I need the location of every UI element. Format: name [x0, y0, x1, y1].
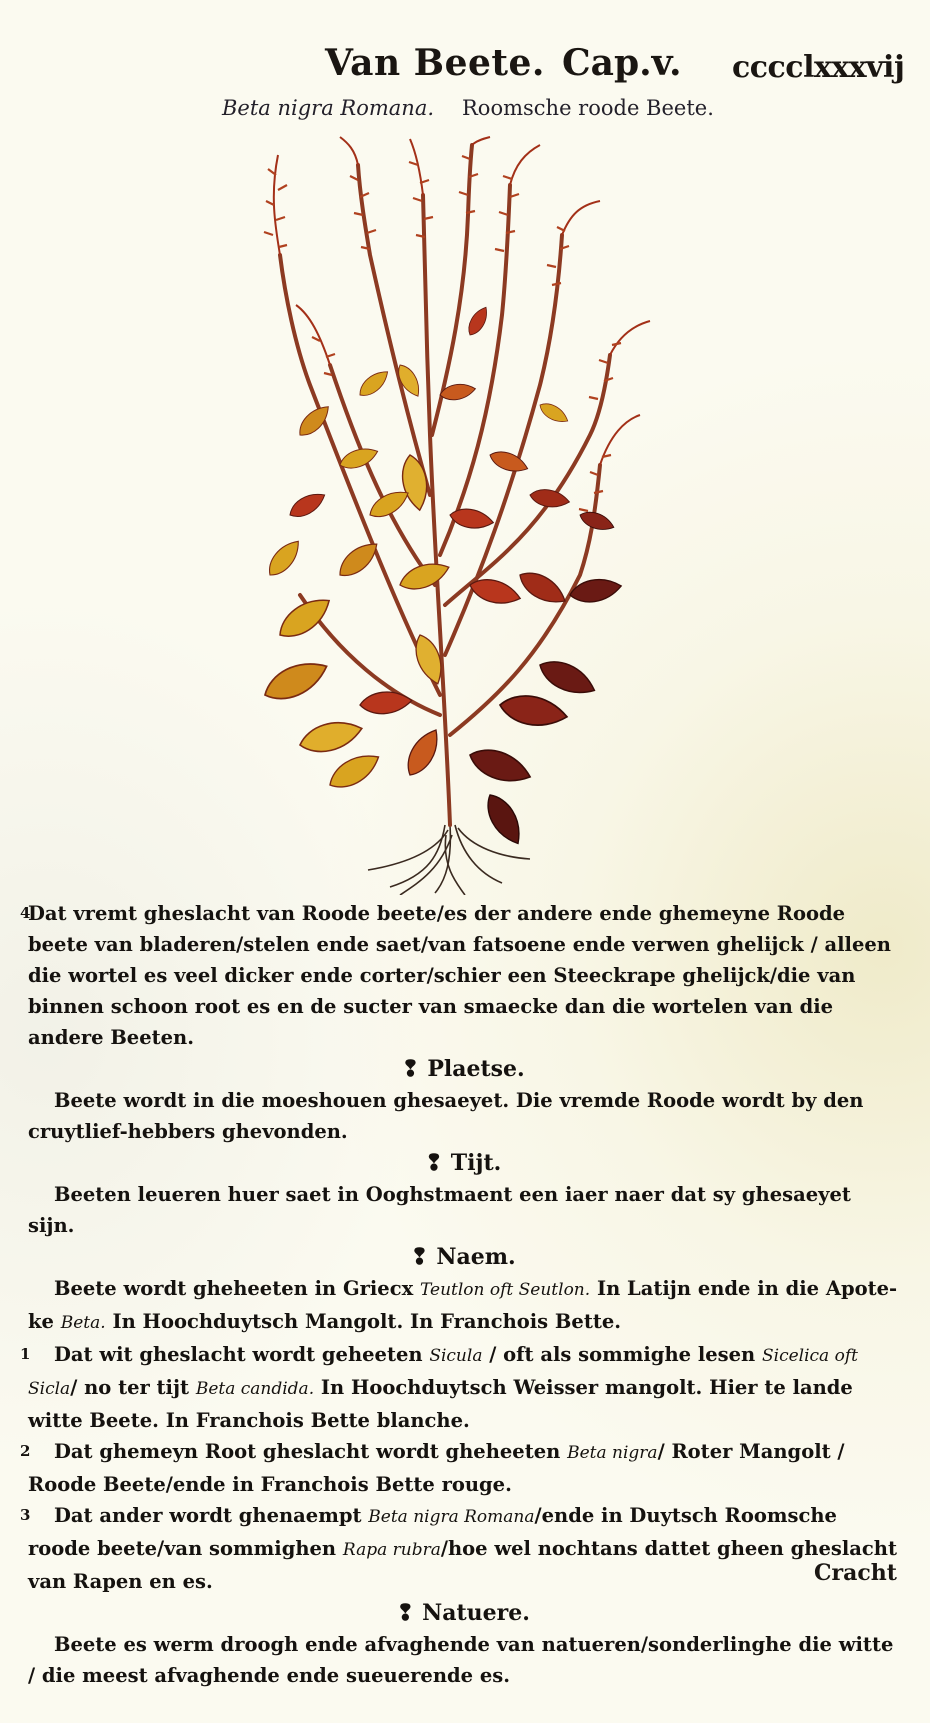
figure-caption [0, 96, 930, 126]
section-heading-natuere: ❢ Natuere. [396, 1600, 530, 1626]
paragraph-naem-2: 2 Dat ghemeyn Root gheslacht wordt gheheeten Beta nigra/ Roter Mangolt / Roode Beete/ende in Franchois Bette rouge. [28, 1436, 898, 1500]
running-header [0, 42, 930, 92]
paragraph-naem: Beete wordt gheheeten in Griecx Teutlon oft Seutlon. In Latijn ende in die Apote-ke Beta. In Hoochduytsch Mangolt. In Franchois Bette. [28, 1277, 898, 1333]
section-heading-tijt: ❢ Tijt. [424, 1150, 502, 1176]
figure-caption-dutch: Roomsche roode Beete. [462, 96, 714, 120]
margin-number: 4 [20, 904, 31, 922]
folio-number: cccclxxxvij [732, 50, 905, 85]
section-heading-naem: ❢ Naem. [410, 1244, 516, 1270]
paragraph-naem-1: 1 Dat wit gheslacht wordt geheeten Sicula / oft als sommighe lesen Sicelica oft Sicla/ no ter tijt Beta candida. In Hoochduytsch Weisser mangolt. Hier te lande witte Beete. In Franchois Bette blanche. [28, 1339, 898, 1436]
figure-caption-latin: Beta nigra Romana. [222, 96, 435, 120]
paragraph-description [20, 898, 898, 1053]
chapter-number: Cap.v. [562, 42, 682, 84]
paragraph-text: Dat vremt gheslacht van Roode beete/es der andere ende ghemeyne Roode beete van bladeren/stelen ende saet/van fatsoene ende verwen ghelijck / alleen die wortel es veel dicker ende corter/schier een Steeckrape ghelijck/die van binnen schoon root es en de sucter van smaecke dan die wortelen van die andere Beeten. [28, 902, 891, 1049]
body-text [20, 898, 898, 1691]
margin-number: 2 [20, 1442, 31, 1460]
paragraph-plaetse: Beete wordt in die moeshouen ghesaeyet. Die vremde Roode wordt by den cruytlief-hebbers ghevonden. [28, 1089, 864, 1143]
paragraph-natuere: Beete es werm droogh ende afvaghende van natueren/sonderlinghe die witte / die meest afvaghende ende sueuerende es. [28, 1633, 894, 1687]
paragraph-tijt: Beeten leueren huer saet in Ooghstmaent een iaer naer dat sy ghesaeyet sijn. [28, 1183, 851, 1237]
running-title: Van Beete. [325, 42, 545, 84]
beet-plant-illustration [240, 135, 680, 895]
catchword: Cracht [814, 1560, 897, 1586]
plant-leaves [259, 304, 623, 849]
section-heading-plaetse: ❢ Plaetse. [401, 1056, 525, 1082]
margin-number: 1 [20, 1345, 31, 1363]
paragraph-naem-3: 3 Dat ander wordt ghenaempt Beta nigra Romana/ende in Duytsch Roomsche roode beete/van sommighen Rapa rubra/hoe wel nochtans dattet gheen gheslacht van Rapen en es. [28, 1500, 898, 1597]
margin-number: 3 [20, 1506, 31, 1524]
